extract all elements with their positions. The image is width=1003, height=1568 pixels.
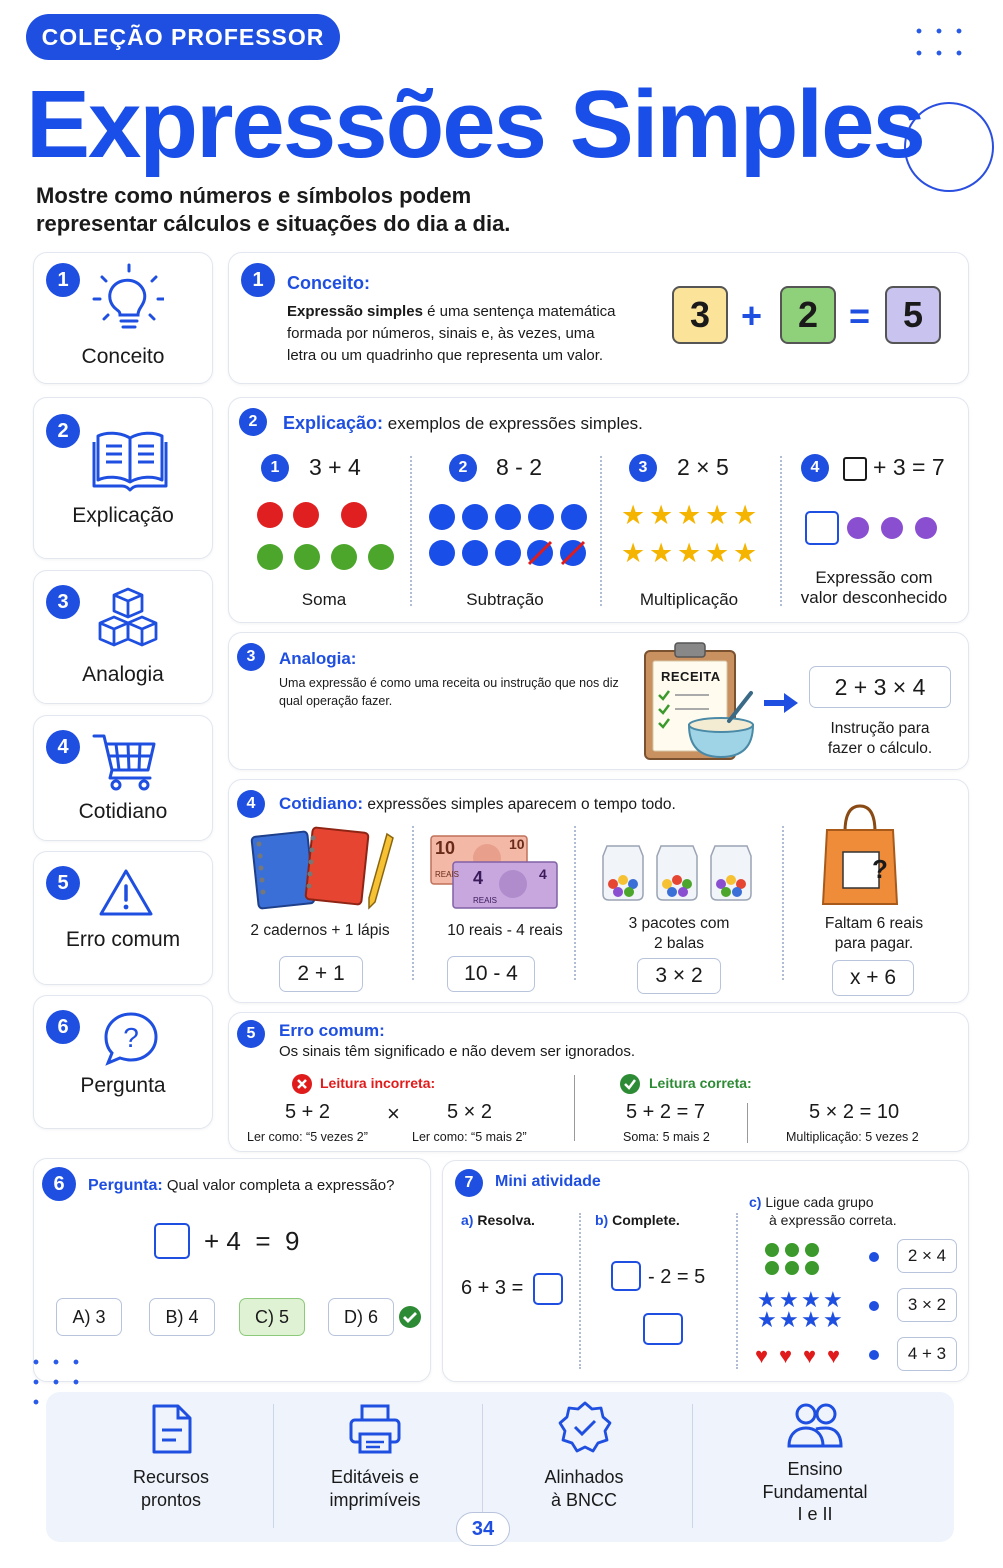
star-icon: ★ [677, 500, 702, 530]
example-label: Soma [301, 590, 347, 609]
blue-dot [462, 504, 488, 530]
pergunta-expression: + 4 = 9 [204, 1226, 300, 1256]
wrong-reading: Ler como: “5 mais 2” [412, 1130, 527, 1144]
verified-badge-icon [558, 1400, 612, 1456]
connector-dot[interactable] [869, 1301, 879, 1311]
lightbulb-icon [92, 263, 164, 339]
star-icon: ★ [733, 538, 758, 568]
blue-dot [429, 504, 455, 530]
erro-panel [228, 1012, 969, 1152]
example-number: 4 [801, 454, 829, 482]
heart-icon: ♥ [803, 1343, 817, 1368]
sidebar-item-label: Cotidiano [78, 800, 168, 823]
step-number: 2 [239, 408, 267, 436]
star-icon: ★ [779, 1307, 799, 1332]
apples-red [257, 502, 397, 530]
tile-b: 2 [780, 286, 836, 344]
cotidiano-expression: 10 - 4 [447, 956, 535, 992]
explicacao-panel [228, 397, 969, 623]
check-icon [398, 1305, 422, 1329]
erro-title: Erro comum: [279, 1021, 385, 1040]
bag-question-mark: ? [872, 854, 888, 884]
correct-title: Leitura correta: [649, 1075, 752, 1091]
star-icon: ★ [677, 538, 702, 568]
divider [410, 456, 412, 606]
match-option[interactable]: 3 × 2 [897, 1288, 957, 1322]
answer-box[interactable] [533, 1273, 563, 1305]
users-icon [786, 1402, 844, 1448]
example-number: 2 [449, 454, 477, 482]
example-label: Expressão com valor desconhecido [800, 568, 948, 608]
wrong-icon [291, 1073, 313, 1095]
wrong-reading: Ler como: “5 vezes 2” [247, 1130, 368, 1144]
divider [273, 1404, 274, 1528]
sidebar-item-explicacao[interactable] [33, 397, 213, 559]
sidebar-item-erro-comum[interactable] [33, 851, 213, 985]
sidebar-item-cotidiano[interactable] [33, 715, 213, 841]
footer-item-recursos: Recursos prontos [132, 1467, 210, 1510]
option-b[interactable]: B) 4 [149, 1298, 215, 1336]
example-expression: 2 × 5 [677, 454, 729, 480]
dots-row-2 [429, 540, 589, 568]
divider [600, 456, 602, 606]
green-apple [257, 544, 283, 570]
cotidiano-label: 2 cadernos + 1 lápis [250, 922, 390, 939]
stars-row-1 [621, 502, 761, 530]
analogia-panel [228, 632, 969, 770]
svg-text:?: ? [123, 1022, 139, 1053]
divider [782, 826, 784, 980]
star-icon: ★ [801, 1287, 821, 1312]
conceito-title: Conceito: [287, 273, 370, 293]
heart-icon: ♥ [827, 1343, 841, 1368]
step-number: 7 [455, 1169, 483, 1197]
step-number: 5 [46, 866, 80, 900]
answer-box[interactable] [611, 1261, 641, 1291]
step-number: 4 [46, 730, 80, 764]
blue-dot [528, 504, 554, 530]
wrong-title: Leitura incorreta: [320, 1075, 436, 1091]
step-number: 3 [46, 585, 80, 619]
heart-icon: ♥ [779, 1343, 793, 1368]
option-c[interactable]: C) 5 [239, 1298, 305, 1336]
divider [579, 1213, 581, 1369]
sidebar-item-label: Pergunta [80, 1074, 166, 1097]
conceito-text: Expressão simples é uma sentença matemática formada por números, sinais e, às vezes, uma letra ou um quadrinho que representa um valor. [287, 303, 616, 364]
divider [574, 1075, 575, 1141]
conceito-panel [228, 252, 969, 384]
divider [412, 826, 414, 980]
apples-green [257, 544, 397, 572]
star-icon: ★ [733, 500, 758, 530]
plus-sign: + [741, 295, 763, 336]
candy-jars-icon [599, 836, 759, 902]
divider [747, 1103, 748, 1143]
page-title: Expressões Simples [26, 71, 924, 178]
star-icon: ★ [621, 538, 646, 568]
heart-icon: ♥ [755, 1343, 769, 1368]
page-subtitle: Mostre como números e símbolos podem representar cálculos e situações do dia a dia. [36, 183, 511, 236]
example-number: 3 [629, 454, 657, 482]
atividade-title: Mini atividade [495, 1173, 601, 1190]
divider [780, 456, 782, 606]
divider [574, 826, 576, 980]
printer-icon [348, 1402, 402, 1456]
part-c-header: c) Ligue cada grupo à expressão correta. [749, 1194, 897, 1229]
analogia-caption: Instrução para fazer o cálculo. [827, 720, 933, 758]
green-dot [785, 1261, 799, 1275]
answer-box[interactable] [154, 1223, 190, 1259]
equals-sign: = [849, 295, 871, 336]
sidebar-item-label: Analogia [82, 663, 164, 686]
arrow-right-icon [762, 691, 800, 715]
green-dot [765, 1261, 779, 1275]
star-icon: ★ [823, 1307, 843, 1332]
cubes-icon [96, 585, 160, 651]
tile-a: 3 [672, 286, 728, 344]
green-dot [765, 1243, 779, 1257]
connector-dot[interactable] [869, 1350, 879, 1360]
cotidiano-expression: 2 + 1 [279, 956, 363, 992]
cotidiano-label: Faltam 6 reais para pagar. [824, 915, 924, 953]
red-apple [341, 502, 367, 528]
analogia-text: Uma expressão é como uma receita ou instrução que nos diz qual operação fazer. [279, 676, 619, 708]
red-apple [293, 502, 319, 528]
star-icon: ★ [757, 1287, 777, 1312]
star-icon: ★ [649, 500, 674, 530]
step-number: 1 [46, 263, 80, 297]
tile-c: 5 [885, 286, 941, 344]
bill-reais-word: REAIS [435, 870, 460, 879]
bill-4-value: 4 [539, 866, 547, 882]
bill-4-value: 4 [473, 868, 484, 888]
star-icon: ★ [705, 538, 730, 568]
answer-box[interactable] [643, 1313, 683, 1345]
wrong-expression: 5 × 2 [447, 1101, 493, 1123]
sidebar-item-conceito[interactable] [33, 252, 213, 384]
footer-item-alinhados: Alinhados à BNCC [544, 1467, 624, 1510]
sidebar-item-label: Explicação [72, 504, 174, 527]
green-apple [368, 544, 394, 570]
cotidiano-expression: x + 6 [832, 960, 914, 996]
sidebar-item-label: Erro comum [65, 928, 181, 951]
purple-dot [881, 517, 903, 539]
explicacao-header: Explicação: exemplos de expressões simples. [283, 413, 643, 433]
analogia-expression: 2 + 3 × 4 [809, 666, 951, 708]
star-icon: ★ [649, 538, 674, 568]
crossed-dot [525, 538, 555, 568]
part-a-expression: 6 + 3 = [461, 1277, 524, 1299]
dots-row-1 [429, 504, 579, 530]
bill-10-value: 10 [509, 836, 525, 852]
example-expression: 3 + 4 [309, 454, 361, 480]
cotidiano-header: Cotidiano: expressões simples aparecem o tempo todo. [279, 794, 676, 813]
red-apple [257, 502, 283, 528]
correct-reading: Multiplicação: 5 vezes 2 [786, 1130, 919, 1144]
sidebar-item-analogia[interactable] [33, 570, 213, 704]
step-number: 4 [237, 790, 265, 818]
correct-icon [619, 1073, 641, 1095]
star-icon: ★ [801, 1307, 821, 1332]
option-d[interactable]: D) 6 [328, 1298, 394, 1336]
example-expression: 8 - 2 [496, 454, 543, 480]
hearts-group[interactable] [755, 1345, 851, 1369]
cotidiano-label: 3 pacotes com 2 balas [628, 915, 730, 953]
purple-dot [915, 517, 937, 539]
connector-dot[interactable] [869, 1252, 879, 1262]
unknown-box [843, 457, 867, 481]
cotidiano-label: 10 reais - 4 reais [447, 922, 563, 939]
correct-expression: 5 × 2 = 10 [809, 1101, 900, 1123]
option-a[interactable]: A) 3 [56, 1298, 122, 1336]
analogia-title: Analogia: [279, 649, 357, 668]
green-dots-group[interactable] [765, 1243, 825, 1277]
correct-reading: Soma: 5 mais 2 [623, 1130, 710, 1144]
stars-row-2 [621, 540, 761, 568]
step-number: 6 [42, 1167, 76, 1201]
footer-item-editaveis: Editáveis e imprimíveis [329, 1467, 421, 1510]
crossed-dot [558, 538, 588, 568]
star-icon: ★ [705, 500, 730, 530]
star-icon: ★ [757, 1307, 777, 1332]
star-icon: ★ [621, 500, 646, 530]
warning-icon [98, 868, 154, 918]
recipe-clipboard-icon [639, 639, 763, 765]
purple-dot [847, 517, 869, 539]
step-number: 5 [237, 1020, 265, 1048]
bill-10-value: 10 [435, 838, 456, 858]
erro-desc: Os sinais têm significado e não devem ser ignorados. [279, 1043, 636, 1060]
wrong-mark: × [387, 1101, 400, 1126]
bill-reais-word: REAIS [473, 896, 498, 905]
green-dot [785, 1243, 799, 1257]
question-icon [102, 1010, 160, 1066]
example-expression: + 3 = 7 [873, 454, 945, 480]
part-a-header: a) Resolva. [461, 1212, 535, 1228]
example-label: Subtração [466, 590, 544, 609]
star-icon: ★ [779, 1287, 799, 1312]
step-number: 2 [46, 414, 80, 448]
part-b-header: b) Complete. [595, 1212, 680, 1228]
step-number: 3 [237, 643, 265, 671]
document-icon [150, 1402, 194, 1456]
step-number: 6 [46, 1010, 80, 1044]
blue-stars-group[interactable] [757, 1289, 847, 1331]
notebooks-pencil-icon [245, 824, 397, 912]
collection-badge: COLEÇÃO PROFESSOR [26, 14, 340, 60]
unknown-box-large [805, 511, 839, 545]
blue-dot [495, 540, 521, 566]
step-number: 1 [241, 263, 275, 297]
wrong-expression: 5 + 2 [285, 1101, 331, 1123]
blue-dot [462, 540, 488, 566]
green-dot [805, 1261, 819, 1275]
atividade-panel [442, 1160, 969, 1382]
pergunta-panel [33, 1158, 431, 1382]
decorative-dots [909, 20, 965, 68]
correct-expression: 5 + 2 = 7 [626, 1101, 705, 1123]
match-option[interactable]: 4 + 3 [897, 1337, 957, 1371]
divider [692, 1404, 693, 1528]
cotidiano-expression: 3 × 2 [637, 958, 721, 994]
divider [736, 1213, 738, 1369]
pergunta-header: Pergunta: Qual valor completa a expressão? [88, 1177, 395, 1194]
clipboard-label: RECEITA [661, 669, 721, 684]
green-apple [331, 544, 357, 570]
blue-dot [429, 540, 455, 566]
sidebar-item-label: Conceito [81, 345, 165, 368]
footer-item-ensino: Ensino Fundamental I e II [762, 1459, 868, 1524]
part-b-expression: - 2 = 5 [648, 1266, 706, 1288]
match-option[interactable]: 2 × 4 [897, 1239, 957, 1273]
green-dot [805, 1243, 819, 1257]
book-icon [92, 428, 168, 492]
cotidiano-panel [228, 779, 969, 1003]
page-number: 34 [456, 1512, 510, 1546]
divider [482, 1404, 483, 1528]
blue-dot [495, 504, 521, 530]
green-apple [294, 544, 320, 570]
star-icon: ★ [823, 1287, 843, 1312]
cart-icon [92, 730, 158, 792]
example-number: 1 [261, 454, 289, 482]
blue-dot [561, 504, 587, 530]
sidebar-item-pergunta[interactable] [33, 995, 213, 1129]
example-label: Multiplicação [639, 590, 739, 609]
